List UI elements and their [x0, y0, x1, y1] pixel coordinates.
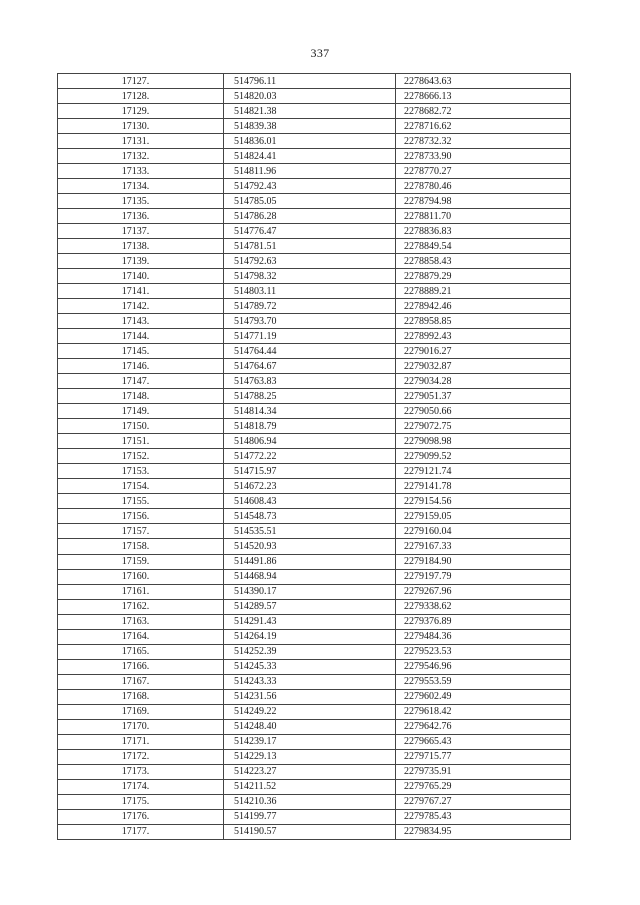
table-row: [58, 644, 571, 659]
x-coordinate-cell: 514548.73: [224, 509, 396, 524]
point-number-cell: 17151.: [58, 434, 224, 449]
y-coordinate-cell: 2278889.21: [396, 284, 571, 299]
x-coordinate-cell: 514252.39: [224, 644, 396, 659]
x-coordinate-cell: 514239.17: [224, 734, 396, 749]
x-coordinate-cell: 514821.38: [224, 104, 396, 119]
coordinates-table-body: [58, 74, 571, 840]
point-number-cell: 17149.: [58, 404, 224, 419]
table-row: [58, 374, 571, 389]
table-row: [58, 719, 571, 734]
point-number-cell: 17135.: [58, 194, 224, 209]
table-row: [58, 824, 571, 839]
table-row: [58, 179, 571, 194]
x-coordinate-cell: 514814.34: [224, 404, 396, 419]
x-coordinate-cell: 514608.43: [224, 494, 396, 509]
table-row: [58, 629, 571, 644]
point-number-cell: 17136.: [58, 209, 224, 224]
y-coordinate-cell: 2279376.89: [396, 614, 571, 629]
point-number-cell: 17146.: [58, 359, 224, 374]
table-row: [58, 794, 571, 809]
x-coordinate-cell: 514291.43: [224, 614, 396, 629]
x-coordinate-cell: 514491.86: [224, 554, 396, 569]
x-coordinate-cell: 514231.56: [224, 689, 396, 704]
table-row: [58, 779, 571, 794]
y-coordinate-cell: 2279523.53: [396, 644, 571, 659]
point-number-cell: 17127.: [58, 74, 224, 89]
point-number-cell: 17172.: [58, 749, 224, 764]
y-coordinate-cell: 2279160.04: [396, 524, 571, 539]
y-coordinate-cell: 2279546.96: [396, 659, 571, 674]
table-row: [58, 569, 571, 584]
x-coordinate-cell: 514793.70: [224, 314, 396, 329]
x-coordinate-cell: 514468.94: [224, 569, 396, 584]
table-row: [58, 134, 571, 149]
table-row: [58, 149, 571, 164]
x-coordinate-cell: 514803.11: [224, 284, 396, 299]
x-coordinate-cell: 514520.93: [224, 539, 396, 554]
table-row: [58, 299, 571, 314]
x-coordinate-cell: 514390.17: [224, 584, 396, 599]
point-number-cell: 17159.: [58, 554, 224, 569]
x-coordinate-cell: 514776.47: [224, 224, 396, 239]
table-row: [58, 479, 571, 494]
table-row: [58, 209, 571, 224]
table-row: [58, 659, 571, 674]
y-coordinate-cell: 2279167.33: [396, 539, 571, 554]
table-row: [58, 269, 571, 284]
y-coordinate-cell: 2279767.27: [396, 794, 571, 809]
point-number-cell: 17134.: [58, 179, 224, 194]
x-coordinate-cell: 514796.11: [224, 74, 396, 89]
y-coordinate-cell: 2278992.43: [396, 329, 571, 344]
point-number-cell: 17160.: [58, 569, 224, 584]
x-coordinate-cell: 514811.96: [224, 164, 396, 179]
y-coordinate-cell: 2279618.42: [396, 704, 571, 719]
point-number-cell: 17139.: [58, 254, 224, 269]
point-number-cell: 17153.: [58, 464, 224, 479]
y-coordinate-cell: 2278794.98: [396, 194, 571, 209]
x-coordinate-cell: 514789.72: [224, 299, 396, 314]
point-number-cell: 17177.: [58, 824, 224, 839]
table-row: [58, 509, 571, 524]
table-row: [58, 314, 571, 329]
table-row: [58, 194, 571, 209]
table-row: [58, 809, 571, 824]
x-coordinate-cell: 514798.32: [224, 269, 396, 284]
y-coordinate-cell: 2278682.72: [396, 104, 571, 119]
table-row: [58, 284, 571, 299]
y-coordinate-cell: 2279765.29: [396, 779, 571, 794]
point-number-cell: 17156.: [58, 509, 224, 524]
point-number-cell: 17166.: [58, 659, 224, 674]
table-row: [58, 554, 571, 569]
point-number-cell: 17140.: [58, 269, 224, 284]
table-row: [58, 599, 571, 614]
x-coordinate-cell: 514249.22: [224, 704, 396, 719]
table-row: [58, 164, 571, 179]
point-number-cell: 17163.: [58, 614, 224, 629]
point-number-cell: 17148.: [58, 389, 224, 404]
y-coordinate-cell: 2278849.54: [396, 239, 571, 254]
x-coordinate-cell: 514248.40: [224, 719, 396, 734]
table-row: [58, 494, 571, 509]
y-coordinate-cell: 2278879.29: [396, 269, 571, 284]
table-row: [58, 524, 571, 539]
table-row: [58, 389, 571, 404]
table-row: [58, 224, 571, 239]
point-number-cell: 17131.: [58, 134, 224, 149]
table-row: [58, 434, 571, 449]
table-row: [58, 359, 571, 374]
x-coordinate-cell: 514535.51: [224, 524, 396, 539]
point-number-cell: 17173.: [58, 764, 224, 779]
point-number-cell: 17158.: [58, 539, 224, 554]
point-number-cell: 17130.: [58, 119, 224, 134]
coordinates-table: [57, 73, 571, 840]
point-number-cell: 17157.: [58, 524, 224, 539]
point-number-cell: 17138.: [58, 239, 224, 254]
table-row: [58, 704, 571, 719]
x-coordinate-cell: 514792.43: [224, 179, 396, 194]
point-number-cell: 17143.: [58, 314, 224, 329]
point-number-cell: 17128.: [58, 89, 224, 104]
y-coordinate-cell: 2278942.46: [396, 299, 571, 314]
table-row: [58, 689, 571, 704]
y-coordinate-cell: 2279642.76: [396, 719, 571, 734]
y-coordinate-cell: 2279602.49: [396, 689, 571, 704]
x-coordinate-cell: 514772.22: [224, 449, 396, 464]
x-coordinate-cell: 514836.01: [224, 134, 396, 149]
y-coordinate-cell: 2279715.77: [396, 749, 571, 764]
table-row: [58, 539, 571, 554]
y-coordinate-cell: 2279050.66: [396, 404, 571, 419]
y-coordinate-cell: 2279121.74: [396, 464, 571, 479]
point-number-cell: 17175.: [58, 794, 224, 809]
table-row: [58, 764, 571, 779]
x-coordinate-cell: 514839.38: [224, 119, 396, 134]
point-number-cell: 17162.: [58, 599, 224, 614]
x-coordinate-cell: 514229.13: [224, 749, 396, 764]
y-coordinate-cell: 2279051.37: [396, 389, 571, 404]
y-coordinate-cell: 2279141.78: [396, 479, 571, 494]
point-number-cell: 17154.: [58, 479, 224, 494]
x-coordinate-cell: 514824.41: [224, 149, 396, 164]
y-coordinate-cell: 2278732.32: [396, 134, 571, 149]
table-row: [58, 239, 571, 254]
y-coordinate-cell: 2279834.95: [396, 824, 571, 839]
y-coordinate-cell: 2278643.63: [396, 74, 571, 89]
y-coordinate-cell: 2278733.90: [396, 149, 571, 164]
table-row: [58, 89, 571, 104]
y-coordinate-cell: 2278716.62: [396, 119, 571, 134]
y-coordinate-cell: 2279016.27: [396, 344, 571, 359]
table-row: [58, 344, 571, 359]
x-coordinate-cell: 514764.67: [224, 359, 396, 374]
point-number-cell: 17129.: [58, 104, 224, 119]
table-row: [58, 104, 571, 119]
point-number-cell: 17147.: [58, 374, 224, 389]
table-row: [58, 734, 571, 749]
y-coordinate-cell: 2279735.91: [396, 764, 571, 779]
table-row: [58, 584, 571, 599]
y-coordinate-cell: 2279184.90: [396, 554, 571, 569]
y-coordinate-cell: 2278780.46: [396, 179, 571, 194]
page-number: 337: [310, 46, 330, 60]
point-number-cell: 17155.: [58, 494, 224, 509]
y-coordinate-cell: 2279034.28: [396, 374, 571, 389]
x-coordinate-cell: 514792.63: [224, 254, 396, 269]
x-coordinate-cell: 514820.03: [224, 89, 396, 104]
x-coordinate-cell: 514672.23: [224, 479, 396, 494]
y-coordinate-cell: 2279099.52: [396, 449, 571, 464]
x-coordinate-cell: 514818.79: [224, 419, 396, 434]
y-coordinate-cell: 2279785.43: [396, 809, 571, 824]
point-number-cell: 17144.: [58, 329, 224, 344]
x-coordinate-cell: 514211.52: [224, 779, 396, 794]
point-number-cell: 17150.: [58, 419, 224, 434]
y-coordinate-cell: 2279154.56: [396, 494, 571, 509]
y-coordinate-cell: 2278666.13: [396, 89, 571, 104]
point-number-cell: 17132.: [58, 149, 224, 164]
y-coordinate-cell: 2279338.62: [396, 599, 571, 614]
table-row: [58, 449, 571, 464]
x-coordinate-cell: 514781.51: [224, 239, 396, 254]
x-coordinate-cell: 514245.33: [224, 659, 396, 674]
point-number-cell: 17142.: [58, 299, 224, 314]
table-row: [58, 419, 571, 434]
y-coordinate-cell: 2279098.98: [396, 434, 571, 449]
y-coordinate-cell: 2279553.59: [396, 674, 571, 689]
point-number-cell: 17145.: [58, 344, 224, 359]
y-coordinate-cell: 2278811.70: [396, 209, 571, 224]
y-coordinate-cell: 2279072.75: [396, 419, 571, 434]
x-coordinate-cell: 514764.44: [224, 344, 396, 359]
y-coordinate-cell: 2279267.96: [396, 584, 571, 599]
x-coordinate-cell: 514223.27: [224, 764, 396, 779]
x-coordinate-cell: 514763.83: [224, 374, 396, 389]
point-number-cell: 17171.: [58, 734, 224, 749]
point-number-cell: 17170.: [58, 719, 224, 734]
point-number-cell: 17137.: [58, 224, 224, 239]
y-coordinate-cell: 2279032.87: [396, 359, 571, 374]
table-row: [58, 404, 571, 419]
x-coordinate-cell: 514210.36: [224, 794, 396, 809]
point-number-cell: 17161.: [58, 584, 224, 599]
point-number-cell: 17167.: [58, 674, 224, 689]
table-row: [58, 614, 571, 629]
table-row: [58, 674, 571, 689]
x-coordinate-cell: 514289.57: [224, 599, 396, 614]
table-row: [58, 254, 571, 269]
x-coordinate-cell: 514243.33: [224, 674, 396, 689]
x-coordinate-cell: 514771.19: [224, 329, 396, 344]
x-coordinate-cell: 514264.19: [224, 629, 396, 644]
x-coordinate-cell: 514715.97: [224, 464, 396, 479]
y-coordinate-cell: 2279484.36: [396, 629, 571, 644]
y-coordinate-cell: 2278858.43: [396, 254, 571, 269]
x-coordinate-cell: 514786.28: [224, 209, 396, 224]
point-number-cell: 17169.: [58, 704, 224, 719]
y-coordinate-cell: 2278958.85: [396, 314, 571, 329]
x-coordinate-cell: 514785.05: [224, 194, 396, 209]
x-coordinate-cell: 514788.25: [224, 389, 396, 404]
table-row: [58, 329, 571, 344]
point-number-cell: 17165.: [58, 644, 224, 659]
y-coordinate-cell: 2279159.05: [396, 509, 571, 524]
y-coordinate-cell: 2279197.79: [396, 569, 571, 584]
point-number-cell: 17164.: [58, 629, 224, 644]
point-number-cell: 17168.: [58, 689, 224, 704]
table-row: [58, 464, 571, 479]
y-coordinate-cell: 2279665.43: [396, 734, 571, 749]
x-coordinate-cell: 514199.77: [224, 809, 396, 824]
y-coordinate-cell: 2278770.27: [396, 164, 571, 179]
x-coordinate-cell: 514190.57: [224, 824, 396, 839]
table-row: [58, 74, 571, 89]
x-coordinate-cell: 514806.94: [224, 434, 396, 449]
point-number-cell: 17133.: [58, 164, 224, 179]
point-number-cell: 17141.: [58, 284, 224, 299]
point-number-cell: 17152.: [58, 449, 224, 464]
point-number-cell: 17176.: [58, 809, 224, 824]
point-number-cell: 17174.: [58, 779, 224, 794]
table-row: [58, 749, 571, 764]
y-coordinate-cell: 2278836.83: [396, 224, 571, 239]
table-row: [58, 119, 571, 134]
